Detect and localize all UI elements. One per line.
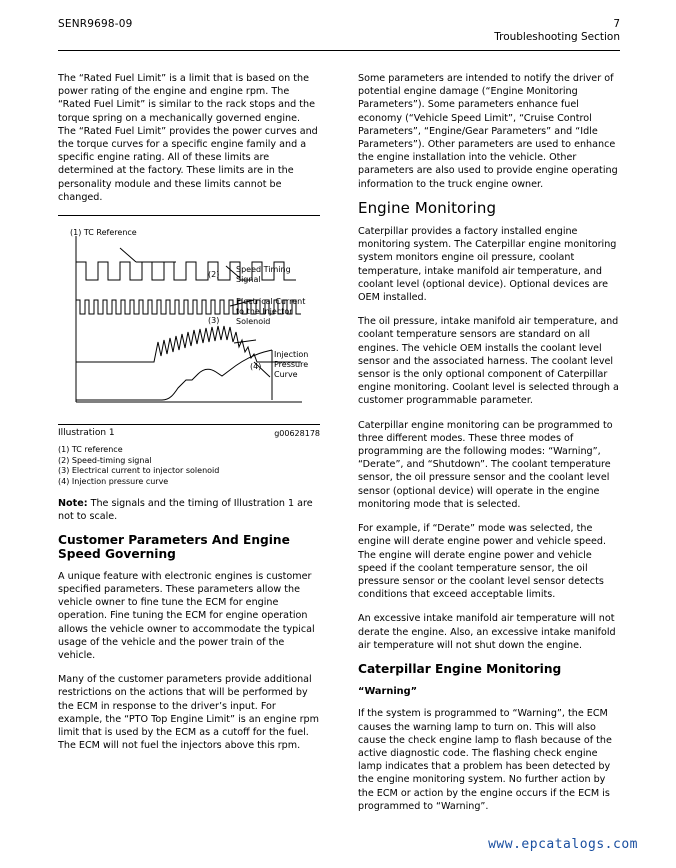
note-label: Note: <box>58 498 88 510</box>
callout-2-text-line2: Signal <box>236 275 261 285</box>
callout-2-text-line1: Speed Timing <box>236 265 291 275</box>
section-title: Troubleshooting Section <box>494 31 620 43</box>
note-paragraph <box>58 497 320 523</box>
callout-1-label: (1) TC Reference <box>70 228 137 238</box>
illustration-1-graphic <box>58 222 320 420</box>
callout-4-text-line2: Pressure <box>274 360 309 370</box>
page-number: 7 <box>613 18 620 30</box>
callout-2-number: (2) <box>208 270 220 280</box>
heading-engine-monitoring: Engine Monitoring <box>358 198 497 217</box>
callout-3-number: (3) <box>208 316 220 326</box>
legend-item: (2) Speed-timing signal <box>58 455 152 465</box>
callout-3-text-line3: Solenoid <box>236 317 271 327</box>
callout-3-text-line1: Electrical Current <box>236 297 306 307</box>
right-column <box>358 72 620 824</box>
paragraph-sensors: The oil pressure, intake manifold air temperature, and coolant temperature sensors are standard on all engines. The vehicle OEM installs the coolant level sensor and the associated harness. The coolant level sensor is the only optional component of Caterpillar engine monitoring. Coolant level is selected through a customer programmable parameter. <box>358 316 619 407</box>
paragraph-monitoring-system: Caterpillar provides a factory installed engine monitoring system. The Caterpillar engine monitoring system monitors engine oil pressure, coolant temperature, intake manifold air temperature, and coolant level (optional device). Optional devices are OEM installed. <box>358 226 617 304</box>
paragraph-warning-mode: If the system is programmed to “Warning”, the ECM causes the warning lamp to turn on. This will also cause the check engine lamp to flash because of the active diagnostic code. The flashing check engine lamp indicates that a problem has been detected by the engine monitoring system. No further action by the ECM or action by the engine occurs if the ECM is programmed to “Warning”. <box>358 708 612 812</box>
paragraph-modes: Caterpillar engine monitoring can be programmed to three different modes. These three modes of programming are the following modes: “Warning”, “Derate”, and “Shutdown”. The coolant temperature sensor, the oil pressure sensor and the coolant level sensor (optional device) will operate in the engine monitoring mode that is selected. <box>358 419 613 510</box>
illustration-legend <box>58 445 320 487</box>
legend-item: (3) Electrical current to injector solenoid <box>58 466 220 476</box>
left-column <box>58 72 320 763</box>
illustration-1-canvas <box>58 222 320 420</box>
paragraph-derate-example: For example, if “Derate” mode was selected, the engine will derate engine power and vehicle speed. The engine will derate engine power and vehicle speed if the coolant temperature sensor, the oil pressure sensor or the coolant level sensor detects conditions that exceed acceptable limits. <box>358 523 607 601</box>
illustration-1-figure <box>58 215 320 487</box>
figure-bottom-rule <box>58 424 320 425</box>
paragraph-parameter-purposes: Some parameters are intended to notify the driver of potential engine damage (“Engine Monitoring Parameters”). Some parameters enhance fuel economy (“Vehicle Speed Limit”, “Cruise Control Parameters”, “Engine/Gear Parameters” and “Idle Parameters”). Other parameters are used to enhance the engine installation into the vehicle. Other parameters are also used to provide engine operating information to the truck engine owner. <box>358 73 618 190</box>
page-header <box>58 18 620 54</box>
heading-caterpillar-engine-monitoring: Caterpillar Engine Monitoring <box>358 661 562 676</box>
header-divider <box>58 50 620 51</box>
heading-customer-parameters: Customer Parameters And Engine Speed Governing <box>58 533 290 561</box>
figure-caption <box>58 427 320 441</box>
callout-4-text-line3: Curve <box>274 370 298 380</box>
watermark: www.epcatalogs.com <box>488 837 638 852</box>
callout-4-text-line1: Injection <box>274 350 309 360</box>
figure-top-rule <box>58 215 320 216</box>
subheading-warning: “Warning” <box>358 686 418 698</box>
illustration-label: Illustration 1 <box>58 428 115 439</box>
paragraph-intake-air-temp: An excessive intake manifold air temperature will not derate the engine. Also, an excessive intake manifold air temperature will not shut down the engine. <box>358 613 616 651</box>
illustration-code: g00628178 <box>274 429 320 439</box>
legend-item: (4) Injection pressure curve <box>58 476 169 486</box>
callout-3-text-line2: to the Injector <box>236 307 293 317</box>
paragraph-rated-fuel-limit: The “Rated Fuel Limit” is a limit that is based on the power rating of the engine and engine rpm. The “Rated Fuel Limit” is similar to the rack stops and the torque spring on a mechanically governed engine. The “Rated Fuel Limit” provides the power curves and the torque curves for a specific engine family and a specific engine rating. All of these limits are determined at the factory. These limits are in the personality module and these limits cannot be changed. <box>58 73 318 203</box>
paragraph-parameter-restrictions: Many of the customer parameters provide additional restrictions on the actions that will be performed by the ECM in response to the driver’s input. For example, the “PTO Top Engine Limit” is an engine rpm limit that is used by the ECM as a cutoff for the fuel. The ECM will not fuel the injectors above this rpm. <box>58 674 319 752</box>
callout-4-number: (4) <box>250 362 262 372</box>
legend-item: (1) TC reference <box>58 445 123 455</box>
document-number: SENR9698-09 <box>58 18 133 30</box>
note-text: The signals and the timing of Illustration 1 are not to scale. <box>58 498 313 523</box>
paragraph-customer-parameters: A unique feature with electronic engines is customer specified parameters. These parameters allow the vehicle owner to fine tune the ECM for engine operation. Fine tuning the ECM for engine operation allows the vehicle owner to accommodate the typical usage of the vehicle and the power train of the vehicle. <box>58 570 315 662</box>
header-right-block <box>494 18 620 44</box>
